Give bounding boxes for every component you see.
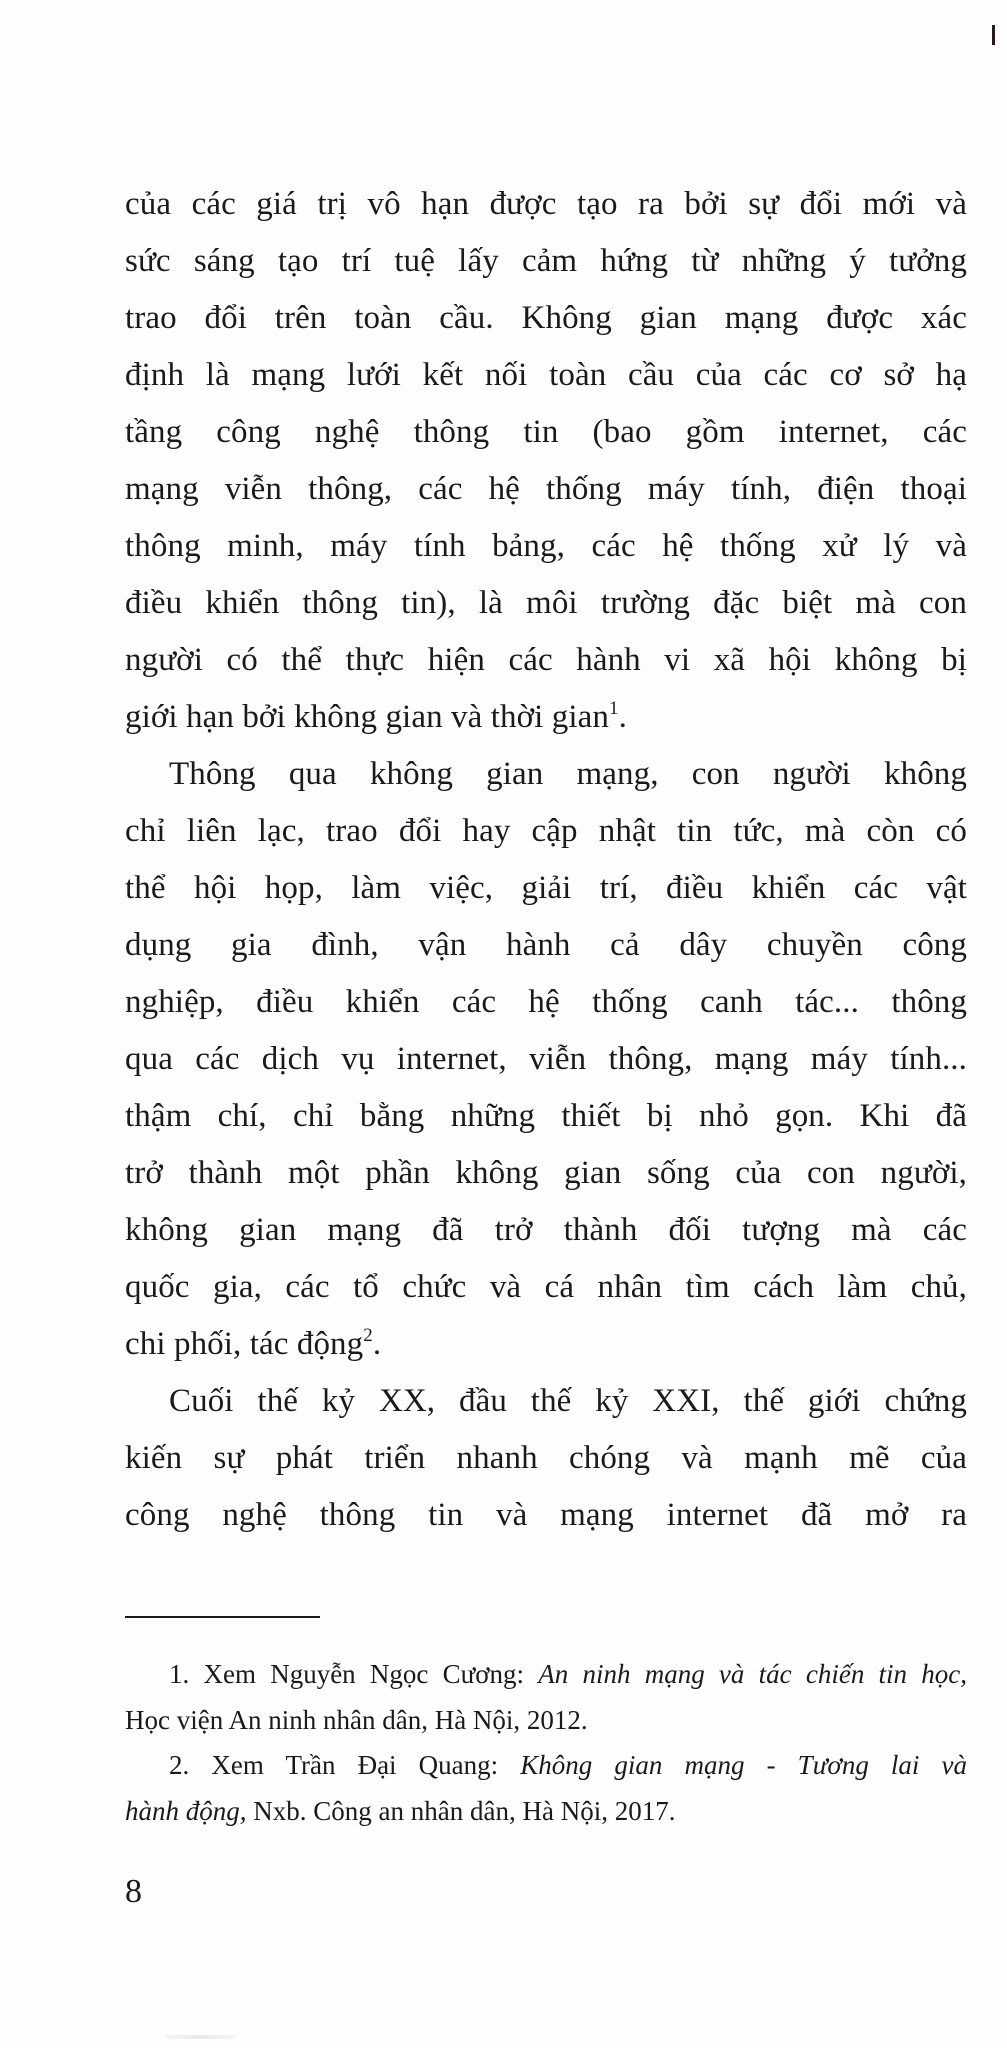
footnote-ref-1[interactable]: 1 (608, 698, 619, 719)
footnote-title: Không gian mạng - Tương lai và (520, 1750, 968, 1780)
body-line: trở thành một phần không gian sống của con người, (125, 1155, 967, 1191)
footnote-author: Xem Nguyễn Ngọc Cương: (203, 1659, 539, 1689)
footnote-2-line-2 (125, 1789, 967, 1835)
footnote-1-line-2 (125, 1698, 967, 1744)
body-line: quốc gia, các tổ chức và cá nhân tìm cách làm chủ, (125, 1269, 967, 1305)
punctuation: . (372, 1326, 382, 1362)
footnote-separator (125, 1616, 320, 1618)
punctuation: . (618, 699, 627, 735)
body-line: tầng công nghệ thông tin (bao gồm internet, các (125, 414, 967, 450)
body-line: mạng viễn thông, các hệ thống máy tính, điện thoại (125, 471, 967, 507)
paragraph-start: Thông qua không gian mạng, con người không (169, 756, 967, 792)
body-line: dụng gia đình, vận hành cả dây chuyền công (125, 927, 967, 963)
body-line: trao đổi trên toàn cầu. Không gian mạng được xác (125, 300, 967, 336)
body-line: nghiệp, điều khiển các hệ thống canh tác... thông (125, 984, 967, 1020)
body-line: không gian mạng đã trở thành đối tượng mà các (125, 1212, 967, 1248)
footnote-publisher: Nxb. Công an nhân dân, Hà Nội, 2017. (246, 1795, 676, 1826)
body-line-with-footnote (125, 689, 967, 746)
scan-edge-mark (992, 25, 995, 45)
body-line-with-footnote (125, 1316, 967, 1373)
body-line: định là mạng lưới kết nối toàn cầu của các cơ sở hạ (125, 357, 967, 393)
footnote-ref-2[interactable]: 2 (363, 1325, 373, 1346)
footnote-title: An ninh mạng và tác chiến tin học, (538, 1659, 968, 1689)
body-line: sức sáng tạo trí tuệ lấy cảm hứng từ những ý tưởng (125, 243, 967, 279)
body-line: thậm chí, chỉ bằng những thiết bị nhỏ gọn. Khi đã (125, 1098, 967, 1134)
body-line: chỉ liên lạc, trao đổi hay cập nhật tin tức, mà còn có (125, 813, 967, 849)
footnotes (125, 1652, 967, 1834)
footnote-number: 2. (169, 1750, 190, 1780)
paragraph-start: Cuối thế kỷ XX, đầu thế kỷ XXI, thế giới chứng (169, 1383, 967, 1419)
body-line: thể hội họp, làm việc, giải trí, điều khiển các vật (125, 870, 967, 906)
body-line: thông minh, máy tính bảng, các hệ thống xử lý và (125, 528, 967, 564)
body-line: điều khiển thông tin), là môi trường đặc biệt mà con (125, 585, 967, 621)
footnote-publisher: Học viện An ninh nhân dân, Hà Nội, 2012. (125, 1704, 588, 1735)
footnote-1-line-1 (125, 1652, 967, 1698)
body-line: qua các dịch vụ internet, viễn thông, mạng máy tính... (125, 1041, 967, 1077)
body-line: của các giá trị vô hạn được tạo ra bởi sự đổi mới và (125, 186, 967, 222)
footnote-2-line-1 (125, 1743, 967, 1789)
scan-artifact (165, 2035, 235, 2039)
footnote-number: 1. (169, 1659, 190, 1689)
body-line-text: giới hạn bởi không gian và thời gian (125, 699, 609, 735)
body-line: người có thể thực hiện các hành vi xã hội không bị (125, 642, 967, 678)
footnote-author: Xem Trần Đại Quang: (211, 1750, 521, 1780)
body-line: kiến sự phát triển nhanh chóng và mạnh mẽ của (125, 1440, 967, 1476)
body-text (125, 176, 967, 1544)
body-line-text: chi phối, tác động (125, 1326, 364, 1362)
page-number: 8 (125, 1873, 142, 1910)
body-line: công nghệ thông tin và mạng internet đã mở ra (125, 1497, 967, 1533)
footnote-title-cont: hành động, (125, 1795, 247, 1826)
